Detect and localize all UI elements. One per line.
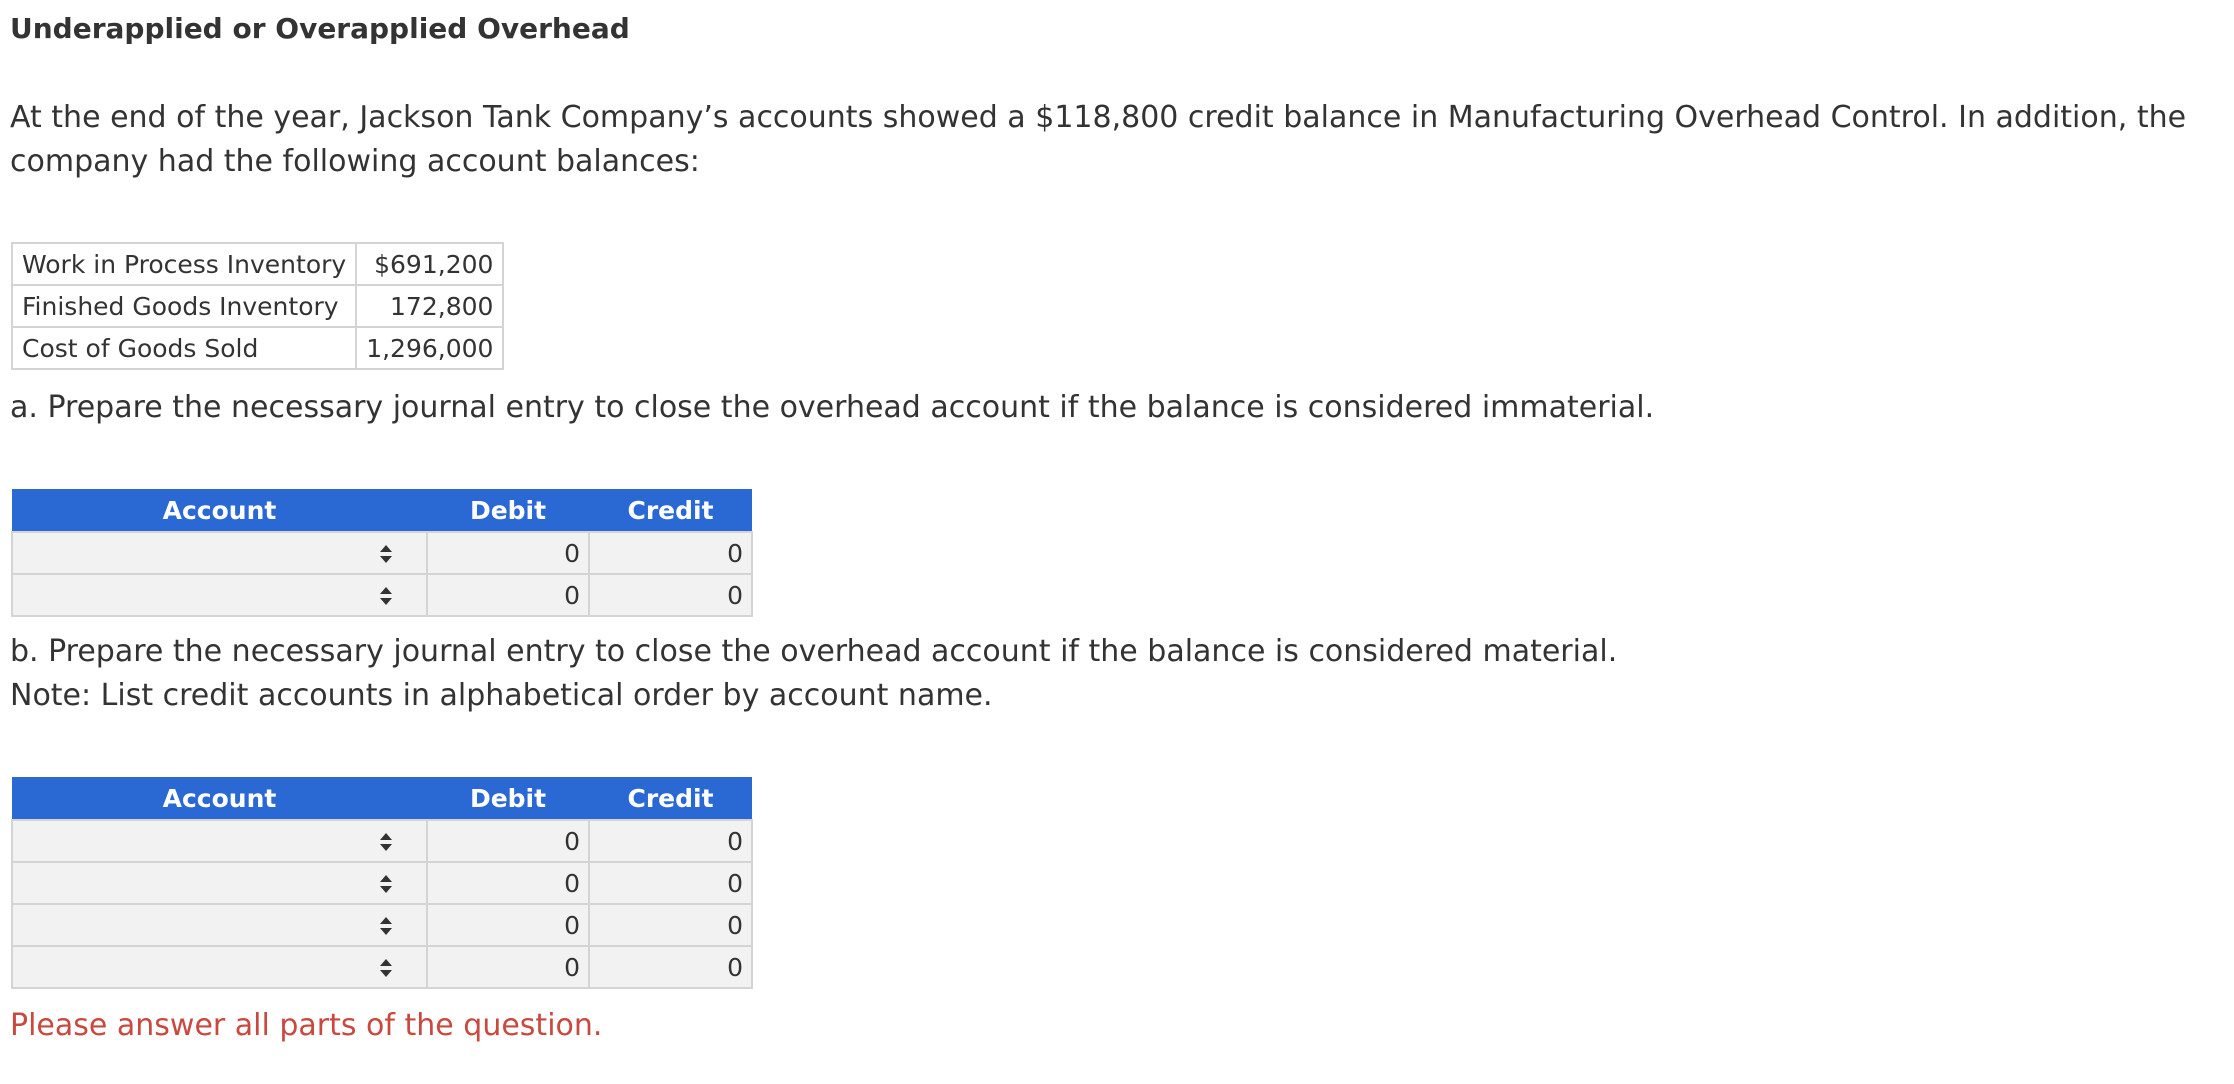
account-select[interactable] (12, 862, 427, 904)
part-a-journal-table (11, 489, 753, 617)
select-arrows-icon (380, 874, 392, 894)
journal-row (12, 820, 752, 862)
balance-amount: $691,200 (356, 243, 503, 285)
credit-input[interactable]: 0 (589, 946, 752, 988)
balance-account: Cost of Goods Sold (12, 327, 356, 369)
account-header: Account (12, 489, 427, 532)
part-a-question: a. Prepare the necessary journal entry to close the overhead account if the balance is considered immaterial. (10, 390, 1655, 425)
balance-row (12, 243, 503, 285)
debit-header: Debit (427, 489, 589, 532)
credit-input[interactable]: 0 (589, 820, 752, 862)
debit-input[interactable]: 0 (427, 574, 589, 616)
account-balances-table (11, 242, 504, 370)
balance-row (12, 327, 503, 369)
debit-input[interactable]: 0 (427, 904, 589, 946)
problem-title: Underapplied or Overapplied Overhead (10, 12, 630, 45)
part-b-note: Note: List credit accounts in alphabetical order by account name. (10, 678, 993, 713)
part-b-question: b. Prepare the necessary journal entry to close the overhead account if the balance is considered material. (10, 634, 1618, 669)
journal-row (12, 904, 752, 946)
account-select[interactable] (12, 946, 427, 988)
select-arrows-icon (380, 544, 392, 564)
balance-row (12, 285, 503, 327)
account-header: Account (12, 777, 427, 820)
credit-input[interactable]: 0 (589, 862, 752, 904)
debit-input[interactable]: 0 (427, 532, 589, 574)
balance-account: Finished Goods Inventory (12, 285, 356, 327)
account-select[interactable] (12, 904, 427, 946)
balance-account: Work in Process Inventory (12, 243, 356, 285)
select-arrows-icon (380, 586, 392, 606)
select-arrows-icon (380, 958, 392, 978)
journal-row (12, 574, 752, 616)
credit-header: Credit (589, 777, 752, 820)
part-b-journal-table (11, 777, 753, 989)
debit-input[interactable]: 0 (427, 946, 589, 988)
credit-header: Credit (589, 489, 752, 532)
balance-amount: 1,296,000 (356, 327, 503, 369)
validation-warning: Please answer all parts of the question. (10, 1008, 603, 1043)
debit-header: Debit (427, 777, 589, 820)
problem-intro: At the end of the year, Jackson Tank Company’s accounts showed a $118,800 credit balance in Manufacturing Overhead Control. In addition, the company had the following account balances: (10, 100, 2187, 179)
credit-input[interactable]: 0 (589, 904, 752, 946)
account-select[interactable] (12, 532, 427, 574)
debit-input[interactable]: 0 (427, 820, 589, 862)
account-select[interactable] (12, 820, 427, 862)
credit-input[interactable]: 0 (589, 532, 752, 574)
select-arrows-icon (380, 916, 392, 936)
journal-row (12, 532, 752, 574)
debit-input[interactable]: 0 (427, 862, 589, 904)
select-arrows-icon (380, 832, 392, 852)
journal-row (12, 946, 752, 988)
journal-row (12, 862, 752, 904)
balance-amount: 172,800 (356, 285, 503, 327)
account-select[interactable] (12, 574, 427, 616)
credit-input[interactable]: 0 (589, 574, 752, 616)
